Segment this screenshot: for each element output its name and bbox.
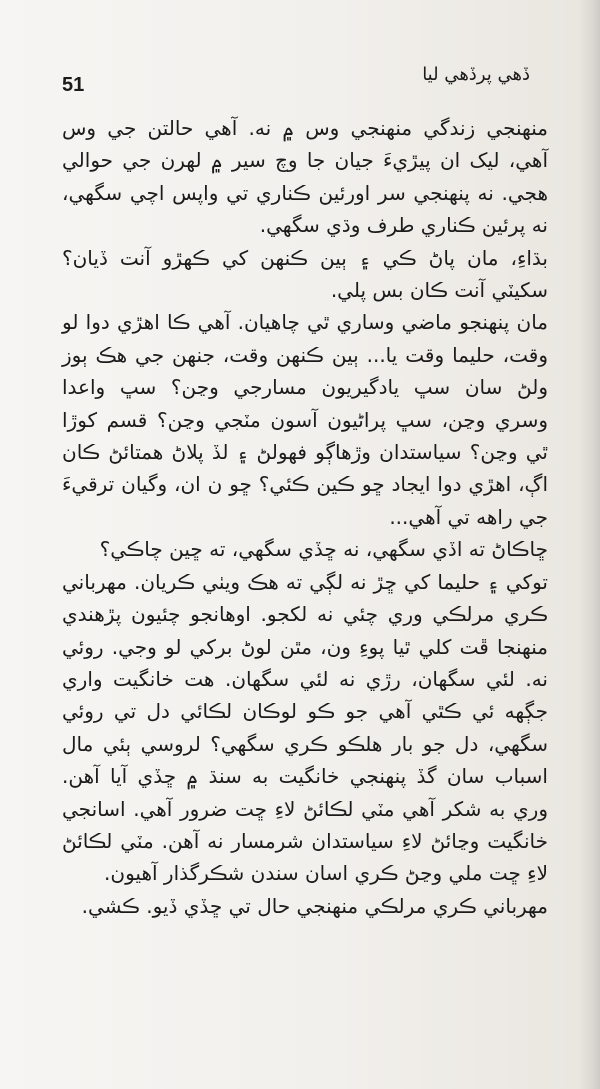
page-gutter-shadow xyxy=(578,0,600,1089)
paragraph: مهرباني ڪري مرلڪي منهنجي حال تي ڇڏي ڏيو. ڪشي. xyxy=(81,893,548,918)
paragraph: بڌاءِ، مان پاڻ ڪي ۽ ٻين ڪنهن کي ڪهڙو آنت ڏيان؟ سکيٽي آنت ڪان بس پلي. xyxy=(62,245,548,303)
paragraph: ڇاڪاڻ ته اڏي سگهي، نه ڇڏي سگهي، ته ڇين چاڪي؟ xyxy=(99,537,548,562)
paragraph: توکي ۽ حليما کي ڇڙ نه لڳي ته هڪ ويٺي ڪريان. مهرباني ڪري مرلڪي وري چئي نه لکجو. اوهانجو چئيون پڙهندي منهنجا ڦت کلي ٿيا پوءِ ون، مٿن لوڻ برکي لو وجي. روئي نه. لئي سگهان، رڙي نه لئي سگهان. هت خانگيت واري جڳهه ئي ڪٿي آهي جو ڪو لوڪان لڪائي دل تي روئي سگهي، دل جو بار هلڪو ڪري سگهي؟ لروسي ٻئي مال اسباب سان گڏ پنهنجي خانگيت به سنڌ ۾ ڇڏي آيا آهن. وري به شکر آهي مٽي لڪائڻ لاءِ ڇت ضرور آهي. اسانجي خانگيت وڃائڻ لاءِ سياستدان شرمسار نه آهن. مٽي لڪائڻ لاءِ ڇت ملي وڃڻ ڪري اسان سندن شڪرگذار آهيون. xyxy=(62,569,548,886)
page-body xyxy=(62,112,548,922)
running-header: ڏهي پرڏهي ليا xyxy=(422,64,530,85)
paragraph: مان پنهنجو ماضي وساري ٿي چاهيان. آهي ڪا اهڙي دوا لو وقت، حليما وقت يا... ٻين ڪنهن وقت، جنهن جي هڪ ٻوز ولڻ سان سڀ يادگيريون مسارجي وڃن؟ سڀ واعدا وسري وڃن، سڀ پراڻيون آسون مٽجي وڃن؟ قسم کوڙا ٿي وڃن؟ سياستدان وڙهاڳو فهولڻ ۽ لڏ پلاڻ همتائڻ ڪان اڳ، اهڙي دوا ايجاد ڇو ڪين ڪئي؟ ڇو ن ان، وگيان ترقيءَ جي راهه تي آهي... xyxy=(62,310,548,529)
paragraph: منهنجي زندگي منهنجي وس ۾ نه. آهي حالتن جي وس آهي، ليک ان پيڙيءَ جيان جا وچ سير ۾ لهرن جي حوالي هجي. نه پنهنجي سر اورئين ڪناري تي واپس اچي سگهي، نه پرئين ڪناري طرف وڌي سگهي. xyxy=(62,116,548,238)
page-number: 51 xyxy=(62,74,85,96)
